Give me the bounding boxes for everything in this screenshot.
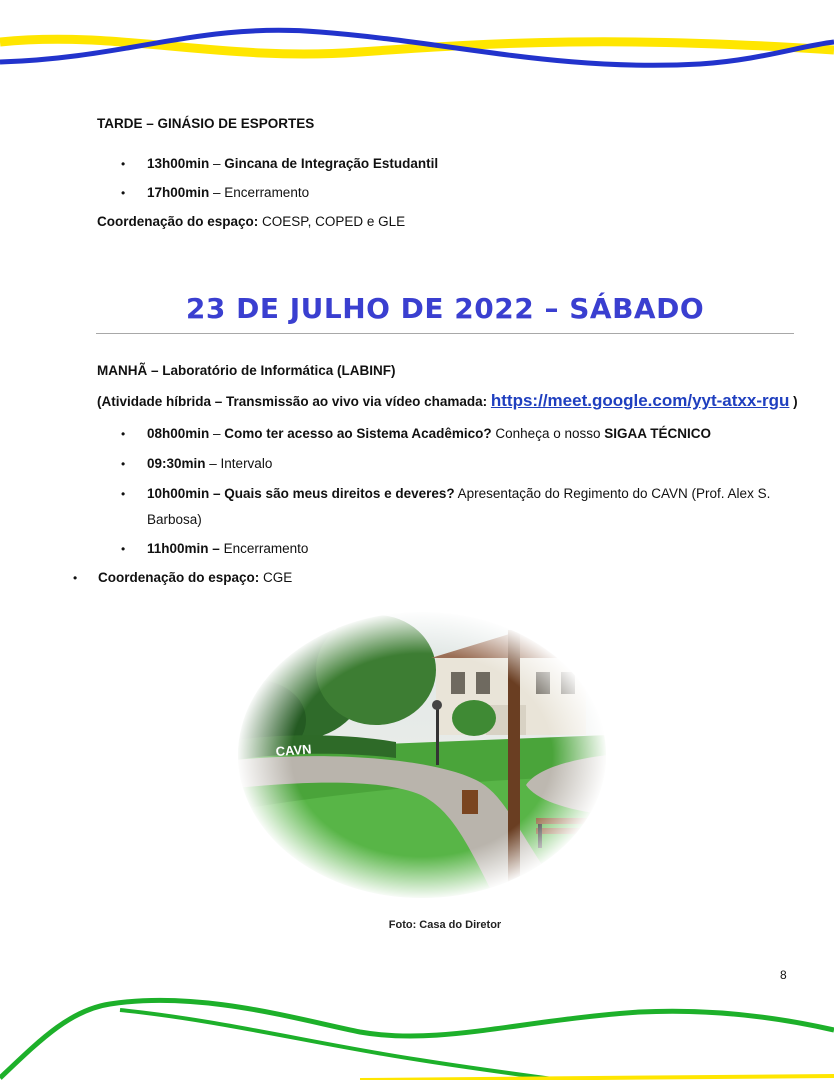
top-wave-decoration <box>0 0 834 90</box>
bullet: • <box>121 457 126 471</box>
bullet: • <box>121 157 126 171</box>
item-separator: – <box>208 541 224 556</box>
item-rest: Encerramento <box>224 185 310 200</box>
bullet: • <box>121 542 126 556</box>
hybrid-note <box>97 392 798 411</box>
heading-divider <box>96 333 794 334</box>
hybrid-suffix: ) <box>789 394 798 409</box>
tarde-coordination <box>97 213 405 231</box>
manha-item-2 <box>147 455 272 473</box>
item-rest: Encerramento <box>223 541 309 556</box>
item-time: 09:30min <box>147 456 206 471</box>
bullet: • <box>121 487 126 501</box>
item-separator: – <box>209 426 225 441</box>
item-time: 13h00min <box>147 156 210 171</box>
manha-item-3-continuation: Barbosa) <box>147 512 202 527</box>
manha-item-1 <box>147 425 711 443</box>
manha-coordination <box>98 569 292 587</box>
manha-heading: MANHÃ – Laboratório de Informática (LABINF) <box>97 363 396 378</box>
coordination-value: COESP, COPED e GLE <box>258 214 406 229</box>
item-rest: Apresentação do Regimento do CAVN (Prof. Alex S. <box>454 486 771 501</box>
tarde-item-1 <box>147 155 438 173</box>
item-rest: Intervalo <box>220 456 273 471</box>
item-title: Gincana de Integração Estudantil <box>224 156 439 171</box>
day-heading: 23 DE JULHO DE 2022 – SÁBADO <box>185 292 705 325</box>
tarde-item-2 <box>147 184 309 202</box>
campus-photo <box>236 610 608 900</box>
item-separator: – <box>209 486 225 501</box>
coordination-label: Coordenação do espaço: <box>97 214 259 229</box>
bullet: • <box>121 186 126 200</box>
bottom-wave-decoration <box>0 990 834 1080</box>
bullet: • <box>73 571 78 585</box>
item-tail: SIGAA TÉCNICO <box>604 426 711 441</box>
page-number: 8 <box>780 968 787 982</box>
item-title: Como ter acesso ao Sistema Acadêmico? <box>224 426 492 441</box>
photo-caption: Foto: Casa do Diretor <box>388 919 502 931</box>
item-time: 10h00min <box>147 486 210 501</box>
item-rest: Conheça o nosso <box>491 426 605 441</box>
coordination-label: Coordenação do espaço: <box>98 570 260 585</box>
manha-item-3 <box>147 485 770 503</box>
item-separator: – <box>205 456 221 471</box>
coordination-value: CGE <box>259 570 293 585</box>
bullet: • <box>121 427 126 441</box>
hybrid-prefix: (Atividade híbrida – Transmissão ao vivo via vídeo chamada: <box>97 394 491 409</box>
item-time: 17h00min <box>147 185 210 200</box>
item-separator: – <box>209 156 225 171</box>
meet-link[interactable]: https://meet.google.com/yyt-atxx-rgu <box>490 391 790 410</box>
item-time: 11h00min <box>147 541 209 556</box>
item-title: Quais são meus direitos e deveres? <box>224 486 455 501</box>
tarde-heading: TARDE – GINÁSIO DE ESPORTES <box>97 116 315 131</box>
item-separator: – <box>209 185 225 200</box>
item-time: 08h00min <box>147 426 210 441</box>
manha-item-4 <box>147 540 308 558</box>
